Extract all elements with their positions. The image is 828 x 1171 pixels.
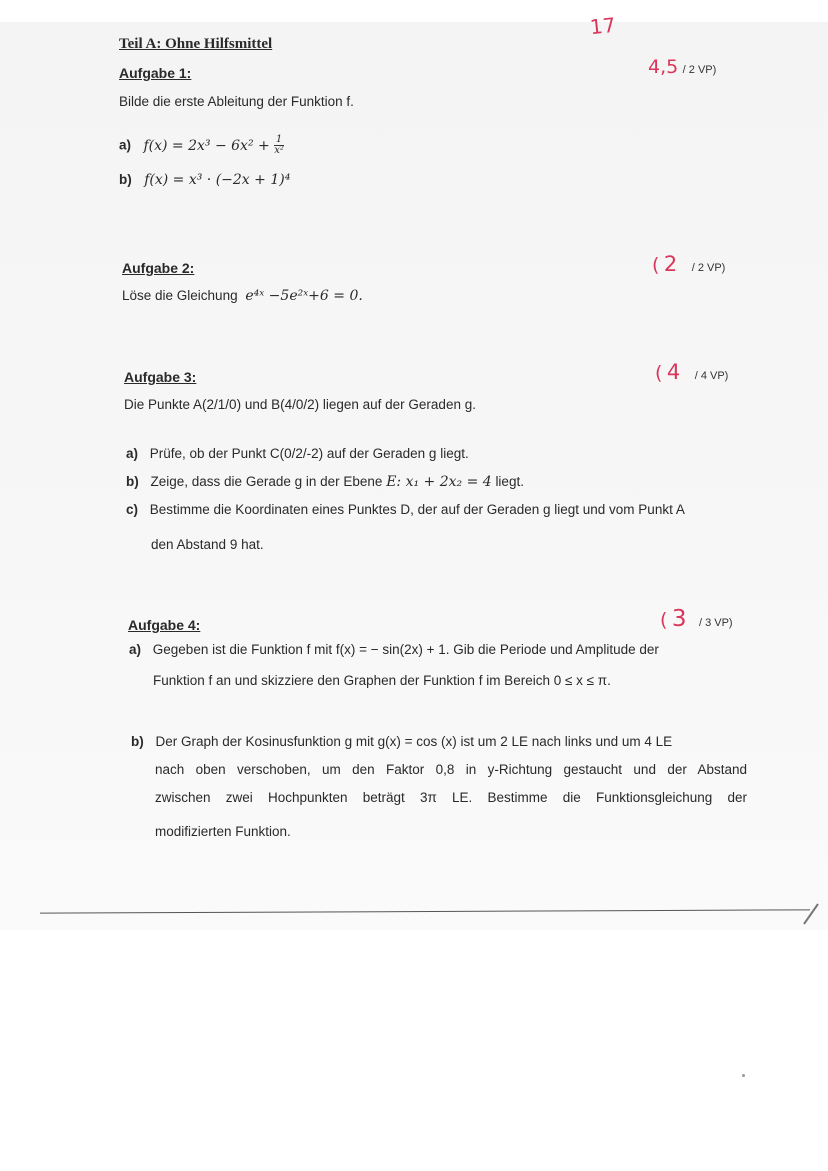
task-2-score-handwritten: 2	[663, 252, 678, 276]
task-1b-expression: f(x) = x³ · (−2x + 1)⁴	[144, 172, 291, 188]
task-3b-plane-equation: E: x₁ + 2x₂ = 4	[386, 474, 492, 490]
task-3a	[126, 446, 469, 461]
task-2-text	[122, 288, 363, 304]
task-1a-label: a)	[119, 137, 132, 153]
task-4b-text-line-4: modifizierten Funktion.	[155, 824, 291, 839]
task-4a-text-line-1: Gegeben ist die Funktion f mit f(x) = − sin(2x) + 1. Gib die Periode und Amplitude der	[152, 642, 659, 657]
task-2-text-prefix: Löse die Gleichung	[122, 288, 238, 303]
task-1a-fraction	[274, 135, 284, 156]
task-1-score-max: / 2 VP)	[682, 64, 717, 76]
task-3-heading: Aufgabe 3:	[124, 369, 197, 385]
task-4-heading: Aufgabe 4:	[128, 617, 201, 633]
task-2-equation: e⁴ˣ −5e²ˣ+6 = 0.	[245, 288, 363, 304]
task-4b-text-line-3: zwischen zwei Hochpunkten beträgt 3π LE. Bestimme die Funktionsgleichung der	[155, 790, 747, 805]
task-3b-label: b)	[126, 474, 139, 489]
task-3-score-handwritten: 4	[666, 360, 681, 384]
scan-top-margin	[0, 0, 828, 22]
task-1-heading: Aufgabe 1:	[119, 65, 192, 81]
task-4b-text-line-1: Der Graph der Kosinusfunktion g mit g(x) = cos (x) ist um 2 LE nach links und um 4 LE	[155, 734, 673, 749]
task-1a	[119, 135, 284, 156]
task-3a-label: a)	[126, 446, 139, 461]
task-3b-text-post: liegt.	[495, 474, 524, 489]
task-3-score-open: (	[655, 362, 663, 384]
task-3-score-max: / 4 VP)	[694, 370, 729, 382]
scan-speck	[742, 1074, 745, 1077]
task-4a-label: a)	[129, 642, 142, 657]
task-3-intro: Die Punkte A(2/1/0) und B(4/0/2) liegen auf der Geraden g.	[124, 397, 476, 412]
task-1a-fraction-numerator: 1	[275, 134, 283, 145]
task-4b-label: b)	[131, 734, 144, 749]
task-3-score	[655, 360, 728, 384]
section-heading-teil-a: Teil A: Ohne Hilfsmittel	[119, 36, 273, 52]
task-3c-text-line-1: Bestimme die Koordinaten eines Punktes D, der auf der Geraden g liegt und vom Punkt A	[149, 502, 685, 517]
task-3c-label: c)	[126, 502, 139, 517]
task-1-intro: Bilde die erste Ableitung der Funktion f.	[119, 94, 354, 109]
task-3c-text-line-2: den Abstand 9 hat.	[151, 537, 264, 552]
task-2-score-max: / 2 VP)	[691, 262, 726, 274]
task-3b-text-pre: Zeige, dass die Gerade g in der Ebene	[150, 474, 383, 489]
task-4-score-handwritten: 3	[671, 606, 687, 632]
task-2-score-open: (	[652, 254, 660, 276]
task-4-score-open: (	[660, 609, 668, 631]
task-1b-label: b)	[119, 172, 132, 187]
task-1-score-handwritten: 4,5	[648, 56, 679, 78]
task-1b	[119, 171, 290, 189]
handwritten-page-mark: 17	[588, 12, 617, 40]
task-4b-text-line-2: nach oben verschoben, um den Faktor 0,8 in y-Richtung gestaucht und der Abstand	[155, 762, 747, 777]
task-1a-fraction-denominator: x²	[274, 145, 284, 156]
task-1-score	[648, 56, 716, 78]
task-3b	[126, 474, 524, 490]
task-4a-text-line-2: Funktion f an und skizziere den Graphen der Funktion f im Bereich 0 ≤ x ≤ π.	[153, 673, 611, 688]
task-4a-line-1	[129, 642, 659, 657]
task-4-score-max: / 3 VP)	[698, 617, 733, 629]
task-1a-expression: f(x) = 2x³ − 6x² +	[143, 137, 270, 154]
task-4b-line-1	[131, 734, 672, 749]
task-3a-text: Prüfe, ob der Punkt C(0/2/-2) auf der Geraden g liegt.	[149, 446, 469, 461]
task-3c	[126, 502, 685, 517]
pen-stroke-mark	[790, 900, 820, 930]
task-2-score	[652, 252, 725, 276]
task-2-heading: Aufgabe 2:	[122, 260, 195, 276]
task-4-score	[660, 606, 733, 632]
